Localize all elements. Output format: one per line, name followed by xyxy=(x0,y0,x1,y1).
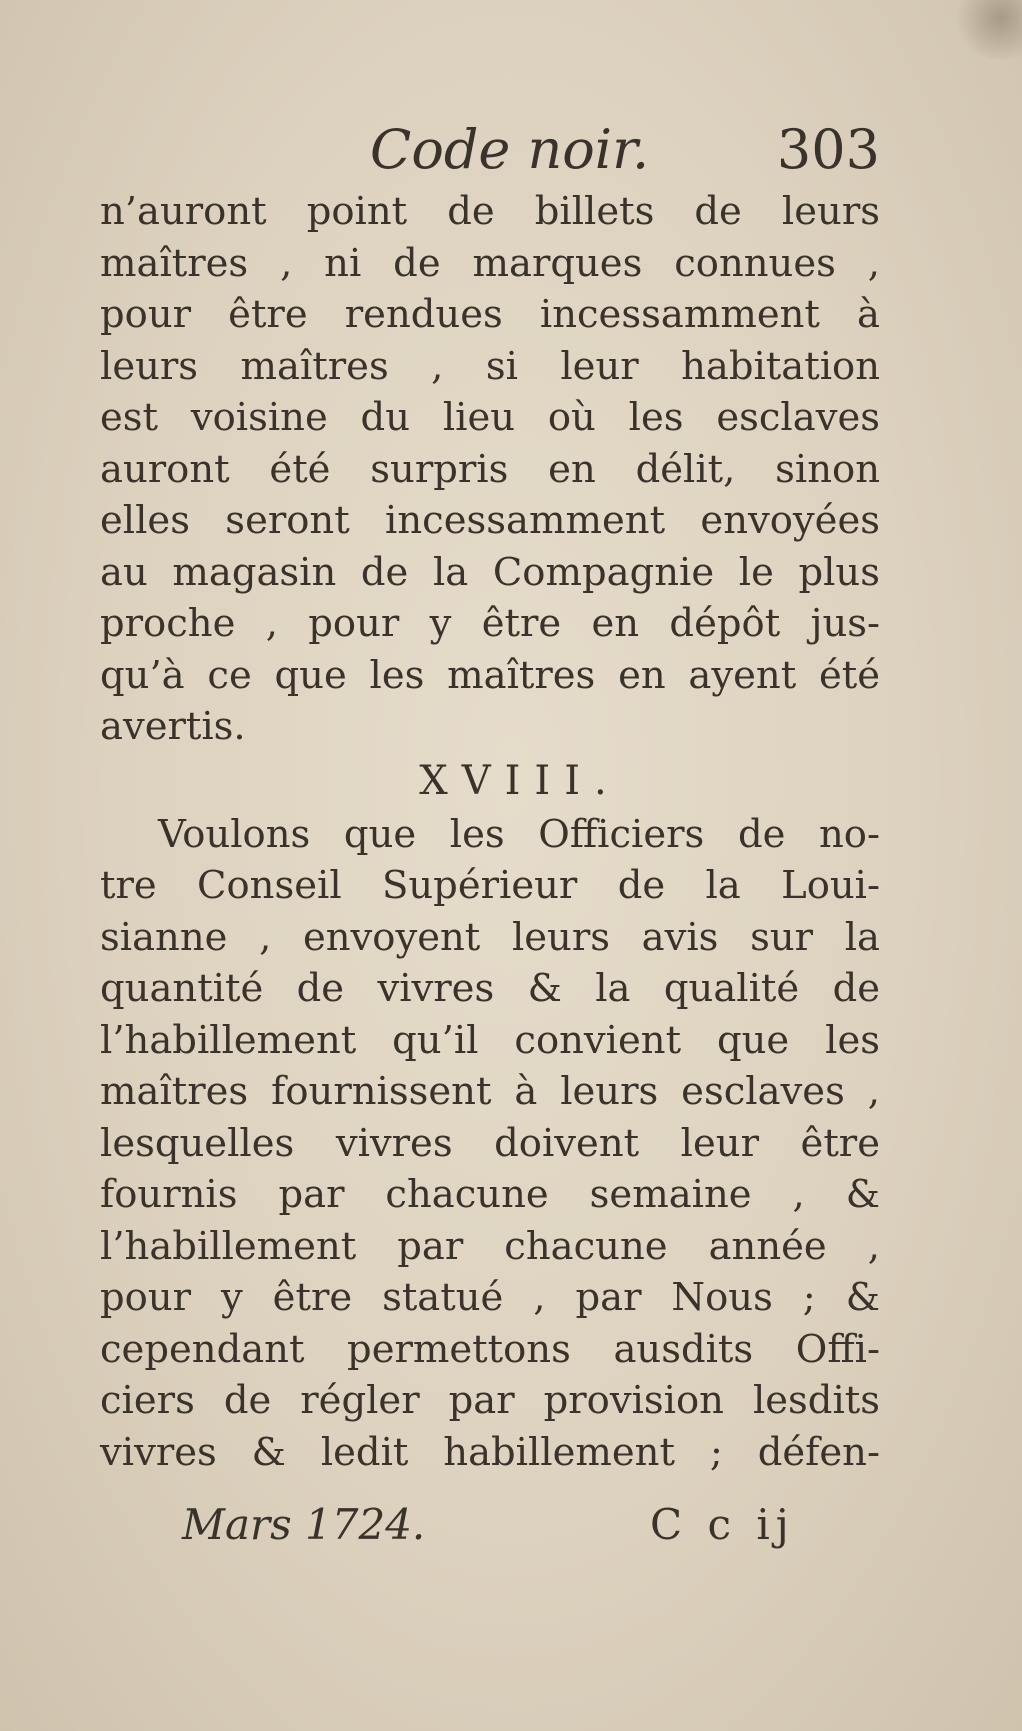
text-line: quantité de vivres & la qualité de xyxy=(100,966,880,1011)
signature-mark: C c ij xyxy=(650,1500,795,1549)
text-line: n’auront point de billets de leurs xyxy=(100,189,880,234)
text-line: maîtres fournissent à leurs esclaves , xyxy=(100,1069,880,1114)
text-line: avertis. xyxy=(100,704,246,749)
text-line: vivres & ledit habillement ; défen- xyxy=(100,1429,880,1475)
text-line: fournis par chacune semaine , & xyxy=(100,1172,880,1217)
paper-stain xyxy=(952,0,1022,60)
page-number: 303 xyxy=(776,118,880,181)
text-line: proche , pour y être en dépôt jus- xyxy=(100,601,880,646)
text-line: pour être rendues incessamment à xyxy=(100,292,880,337)
body-text xyxy=(100,186,880,1478)
text-line: Voulons que les Officiers de no- xyxy=(158,811,880,857)
text-line: maîtres , ni de marques connues , xyxy=(100,240,880,286)
running-title: Code noir. xyxy=(370,118,650,181)
text-line: sianne , envoyent leurs avis sur la xyxy=(100,914,880,960)
footer-date: Mars 1724. xyxy=(182,1500,426,1549)
text-line: cependant permettons ausdits Offi- xyxy=(100,1326,880,1372)
text-line: auront été surpris en délit, sinon xyxy=(100,446,880,492)
text-line: l’habillement qu’il convient que les xyxy=(100,1017,880,1063)
text-line: est voisine du lieu où les esclaves xyxy=(100,395,880,440)
text-line: ciers de régler par provision lesdits xyxy=(100,1378,880,1423)
text-line: l’habillement par chacune année , xyxy=(100,1223,880,1269)
text-line: lesquelles vivres doivent leur être xyxy=(100,1120,880,1166)
text-line: tre Conseil Supérieur de la Loui- xyxy=(100,863,880,908)
text-line: au magasin de la Compagnie le plus xyxy=(100,549,880,595)
text-line: pour y être statué , par Nous ; & xyxy=(100,1275,880,1320)
text-line: leurs maîtres , si leur habitation xyxy=(100,343,880,389)
page-footer xyxy=(100,1500,880,1560)
text-line: qu’à ce que les maîtres en ayent été xyxy=(100,652,880,698)
article-heading: XVIII. xyxy=(419,757,621,804)
text-line: elles seront incessamment envoyées xyxy=(100,498,880,543)
running-head xyxy=(100,118,880,188)
